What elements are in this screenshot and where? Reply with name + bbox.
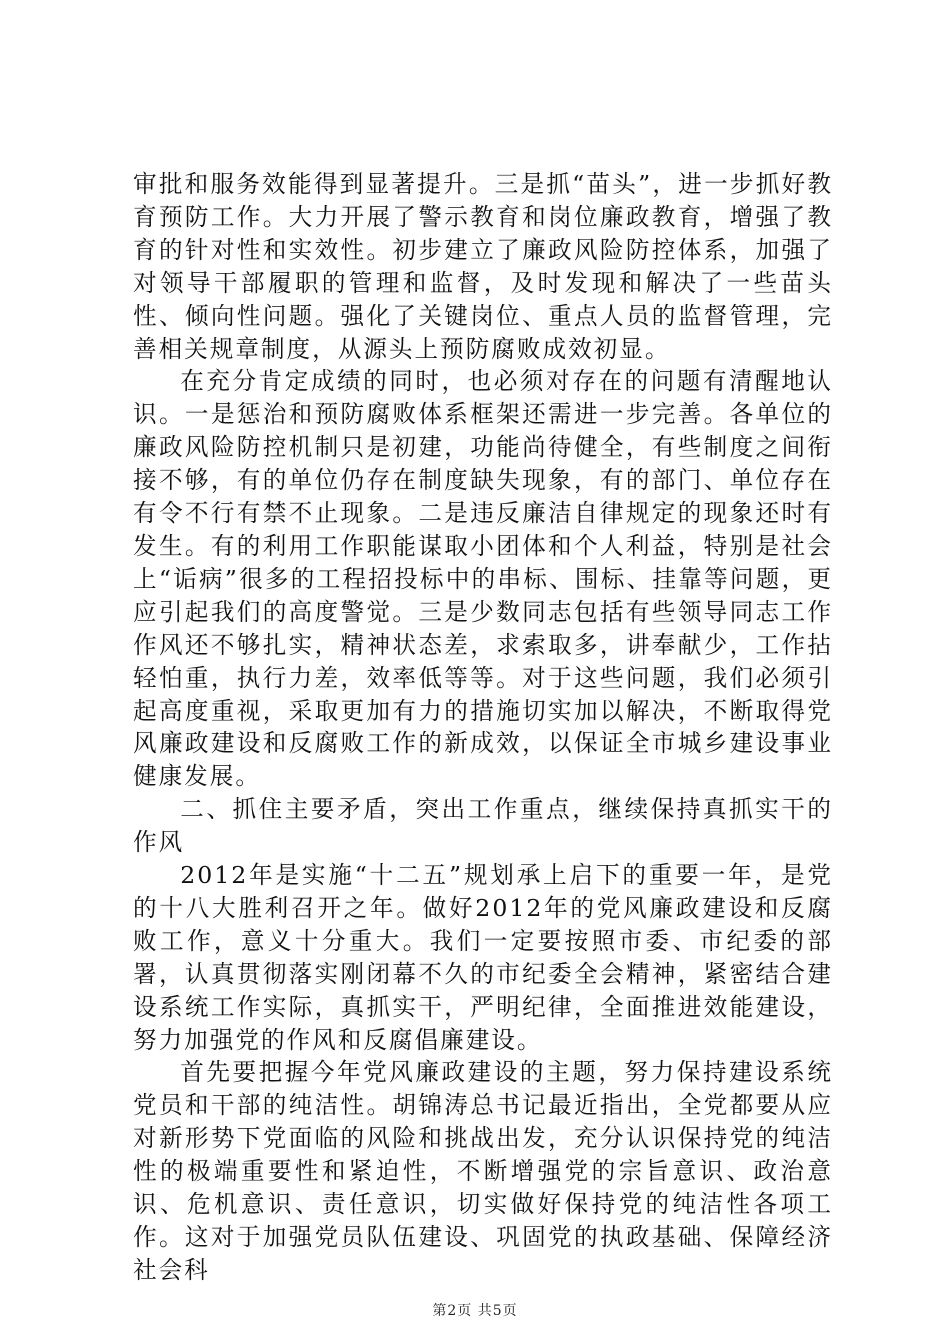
- page-number-footer: 第2页 共5页: [432, 1303, 518, 1319]
- section-heading: 二、抓住主要矛盾，突出工作重点，继续保持真抓实干的作风: [133, 795, 833, 857]
- document-body: [133, 168, 833, 1287]
- paragraph-3: 2012年是实施“十二五”规划承上启下的重要一年，是党的十八大胜利召开之年。做好2012年的党风廉政建设和反腐败工作，意义十分重大。我们一定要按照市委、市纪委的部署，认真贯彻落实刚闭幕不久的市纪委全会精神，紧密结合建设系统工作实际，真抓实干，严明纪律，全面推进效能建设，努力加强党的作风和反腐倡廉建设。: [133, 861, 833, 1054]
- paragraph-1: 审批和服务效能得到显著提升。三是抓“苗头”，进一步抓好教育预防工作。大力开展了警示教育和岗位廉政教育，增强了教育的针对性和实效性。初步建立了廉政风险防控体系，加强了对领导干部履职的管理和监督，及时发现和解决了一些苗头性、倾向性问题。强化了关键岗位、重点人员的监督管理，完善相关规章制度，从源头上预防腐败成效初显。: [133, 170, 833, 363]
- paragraph-4: 首先要把握今年党风廉政建设的主题，努力保持建设系统党员和干部的纯洁性。胡锦涛总书记最近指出，全党都要从应对新形势下党面临的风险和挑战出发，充分认识保持党的纯洁性的极端重要性和紧迫性，不断增强党的宗旨意识、政治意识、危机意识、责任意识，切实做好保持党的纯洁性各项工作。这对于加强党员队伍建设、巩固党的执政基础、保障经济社会科: [133, 1058, 833, 1284]
- paragraph-2: 在充分肯定成绩的同时，也必须对存在的问题有清醒地认识。一是惩治和预防腐败体系框架还需进一步完善。各单位的廉政风险防控机制只是初建，功能尚待健全，有些制度之间衔接不够，有的单位仍存在制度缺失现象，有的部门、单位存在有令不行有禁不止现象。二是违反廉洁自律规定的现象还时有发生。有的利用工作职能谋取小团体和个人利益，特别是社会上“诟病”很多的工程招投标中的串标、围标、挂靠等问题，更应引起我们的高度警觉。三是少数同志包括有些领导同志工作作风还不够扎实，精神状态差，求索取多，讲奉献少，工作拈轻怕重，执行力差，效率低等等。对于这些问题，我们必须引起高度重视，采取更加有力的措施切实加以解决，不断取得党风廉政建设和反腐败工作的新成效，以保证全市城乡建设事业健康发展。: [133, 367, 833, 791]
